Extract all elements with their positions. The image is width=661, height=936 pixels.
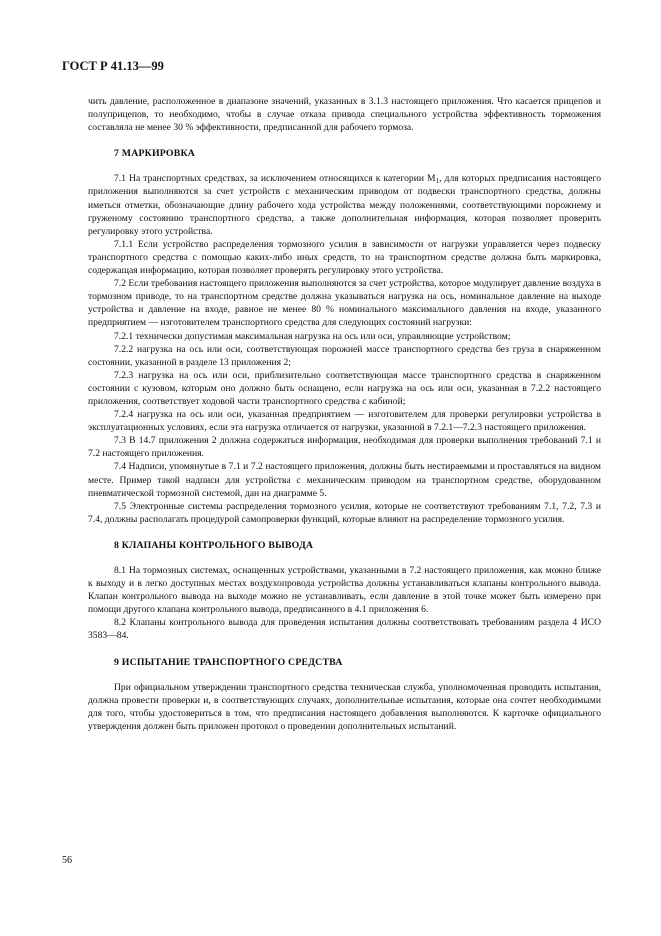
document-body	[88, 95, 601, 733]
paragraph-8-1: 8.1 На тормозных системах, оснащенных устройствами, указанными в 7.2 настоящего приложения, как можно ближе к выходу и в легко доступных местах воздухопровода устройства должны устанавливаться клапаны контрольного вывода. Клапан контрольного вывода на выходе можно не устанавливать, если давление в этой точке может быть измерено при помощи другого клапана контрольного вывода, предписанного в 4.1 приложения 6.	[88, 565, 601, 616]
paragraph-7-4: 7.4 Надписи, упомянутые в 7.1 и 7.2 настоящего приложения, должны быть нестираемыми и проставляться на видном месте. Пример такой надписи для устройства с механическим приводом на транспортном средстве, оборудованном пневматической тормозной системой, дан на диаграмме 5.	[88, 461, 601, 499]
section-8-heading: 8 КЛАПАНЫ КОНТРОЛЬНОГО ВЫВОДА	[114, 539, 314, 551]
section-7-heading: 7 МАРКИРОВКА	[114, 148, 196, 160]
paragraph-7-3: 7.3 В 14.7 приложения 2 должна содержаться информация, необходимая для проверки выполнения требований 7.1 и 7.2 настоящего приложения.	[88, 435, 601, 460]
paragraph-7-2: 7.2 Если требования настоящего приложения выполняются за счет устройства, которое модулирует давление воздуха в тормозном приводе, то на транспортном средстве должна указываться нагрузка на ось, номинальное давление на выходе устройства и давление на входе, равное не менее 80 % номинального максимального давления на входе, указанного предприятием — изготовителем транспортного средства для следующих состояний нагрузки:	[88, 278, 601, 329]
paragraph-7-2-1: 7.2.1 технически допустимая максимальная нагрузка на ось или оси, управляющие устройством;	[114, 330, 511, 342]
category-subscript: 1	[435, 177, 440, 186]
section-9-heading: 9 ИСПЫТАНИЕ ТРАНСПОРТНОГО СРЕДСТВА	[114, 656, 343, 668]
paragraph-7-2-2: 7.2.2 нагрузка на ось или оси, соответствующая порожней массе транспортного средства без груза в снаряженном состоянии, указанной в разделе 13 приложения 2;	[88, 343, 601, 368]
document-header: ГОСТ Р 41.13—99	[62, 59, 164, 73]
paragraph-7-1-text-b: , для которых предписания настоящего приложения выполняются за счет устройств с механическим приводом от подвески транспортного средства, должны иметься отметки, обозначающие длину рабочего хода устройства между положениями, соответствующими порожнему и груженому состоянию транспортного средства, а также дополнительная информация, которая позволяет проверить регулировку этого устройства.	[88, 173, 601, 237]
intro-paragraph: чить давление, расположенное в диапазоне значений, указанных в 3.1.3 настоящего приложения. Что касается прицепов и полуприцепов, то необходимо, чтобы в случае отказа привода специального устройства эффективность торможения составляла не менее 30 % эффективности, предписанной для рабочего тормоза.	[88, 96, 601, 134]
paragraph-7-5: 7.5 Электронные системы распределения тормозного усилия, которые не соответствуют требованиям 7.1, 7.2, 7.3 и 7.4, должны располагать процедурой самопроверки функций, которые влияют на распределение тормозного усилия.	[88, 500, 601, 525]
paragraph-7-1-text-a: 7.1 На транспортных средствах, за исключением относящихся к категории M	[114, 173, 436, 185]
paragraph-7-1-1: 7.1.1 Если устройство распределения тормозного усилия в зависимости от нагрузки управляется через подвеску транспортного средства с помощью каких-либо иных средств, то на транспортном средстве должна быть маркировка, содержащая информацию, которая позволяет проверять регулировку этого устройства.	[88, 238, 601, 277]
paragraph-7-2-3: 7.2.3 нагрузка на ось или оси, приблизительно соответствующая массе транспортного средства в снаряженном состоянии с кузовом, которым оно должно быть оснащено, если нагрузка на ось или оси, указанная в 7.2.2 настоящего приложения, соответствует ходовой части транспортного средства с кабиной;	[88, 369, 601, 407]
paragraph-7-2-4: 7.2.4 нагрузка на ось или оси, указанная предприятием — изготовителем для проверки регулировки устройства в эксплуатационных условиях, если эта нагрузка отличается от нагрузки, указанной в 7.2.1—7.2.3 настоящего приложения.	[88, 409, 601, 434]
paragraph-7-1	[88, 172, 601, 237]
paragraph-8-2: 8.2 Клапаны контрольного вывода для проведения испытания должны соответствовать требованиям раздела 4 ИСО 3583—84.	[88, 617, 601, 642]
page-number: 56	[62, 855, 72, 866]
paragraph-9: При официальном утверждении транспортного средства техническая служба, уполномоченная проводить испытания, должна провести проверки и, в соответствующих случаях, дополнительные испытания, которые она сочтет необходимыми для того, чтобы удостовериться в том, что предписания настоящего добавления выполняются. К карточке официального утверждения должен быть приложен протокол о проведении дополнительных испытаний.	[88, 681, 601, 732]
